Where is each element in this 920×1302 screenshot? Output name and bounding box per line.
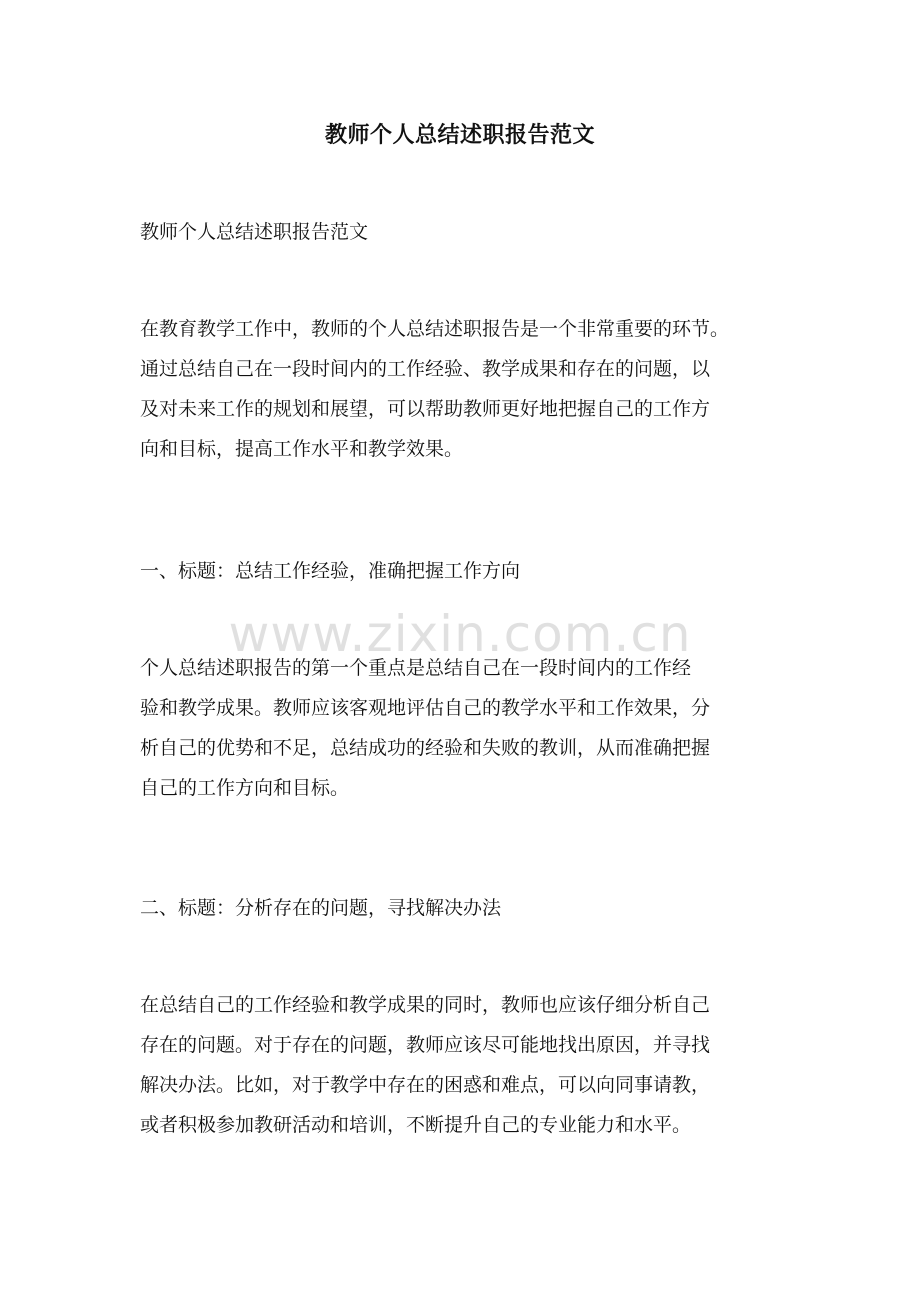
paragraph-line: 或者积极参加教研活动和培训，不断提升自己的专业能力和水平。 [140,1114,692,1136]
paragraph-line: 个人总结述职报告的第一个重点是总结自己在一段时间内的工作经 [140,657,692,679]
heading-line: 二、标题：分析存在的问题，寻找解决办法 [140,897,502,919]
paragraph-line: 在教育教学工作中，教师的个人总结述职报告是一个非常重要的环节。 [140,318,730,340]
subtitle-line: 教师个人总结述职报告范文 [140,221,369,243]
paragraph-line: 存在的问题。对于存在的问题，教师应该尽可能地找出原因，并寻找 [140,1034,711,1056]
section-2-paragraph [140,985,790,1145]
paragraph-line: 通过总结自己在一段时间内的工作经验、教学成果和存在的问题，以 [140,358,711,380]
section-heading-2 [140,888,790,928]
paragraph-line: 及对未来工作的规划和展望，可以帮助教师更好地把握自己的工作方 [140,398,711,420]
paragraph-line: 自己的工作方向和目标。 [140,777,350,799]
section-heading-1 [140,551,790,591]
paragraph-line: 析自己的优势和不足，总结成功的经验和失败的教训，从而准确把握 [140,737,711,759]
heading-line: 一、标题：总结工作经验，准确把握工作方向 [140,560,521,582]
watermark-text: www.zixin.com.cn [228,605,692,663]
paragraph-line: 解决办法。比如，对于教学中存在的困惑和难点，可以向同事请教， [140,1074,711,1096]
section-1-paragraph [140,648,790,808]
intro-paragraph [140,309,790,469]
document-subtitle [140,212,790,252]
paragraph-line: 在总结自己的工作经验和教学成果的同时，教师也应该仔细分析自己 [140,994,711,1016]
paragraph-line: 验和教学成果。教师应该客观地评估自己的教学水平和工作效果，分 [140,697,711,719]
paragraph-line: 向和目标，提高工作水平和教学效果。 [140,438,464,460]
document-title: 教师个人总结述职报告范文 [324,122,595,148]
